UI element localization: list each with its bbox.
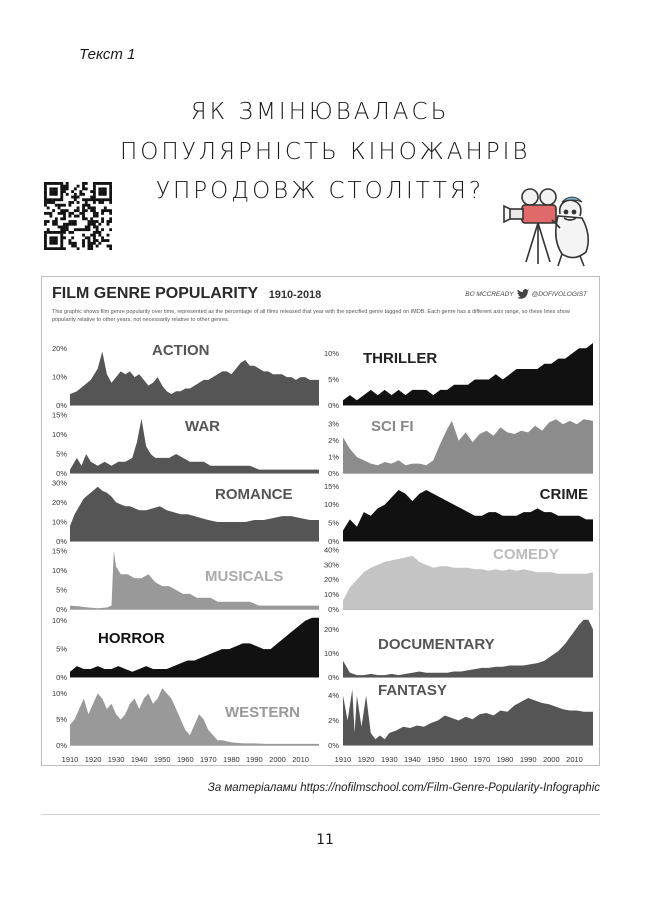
page-number: 11 — [316, 832, 334, 848]
y-tick-label: 10% — [51, 429, 67, 439]
genre-popularity-infographic — [41, 276, 600, 766]
y-tick-label: 0% — [56, 605, 67, 614]
page-title — [120, 93, 531, 212]
y-tick-label: 20% — [323, 575, 339, 585]
title-line: ЯК ЗМІНЮВАЛАСЬ — [190, 99, 450, 125]
genre-label: ROMANCE — [215, 486, 293, 503]
genre-panel-thriller — [324, 343, 593, 410]
y-tick-label: 30% — [51, 478, 67, 488]
footer-divider — [41, 814, 600, 815]
genre-label: COMEDY — [493, 546, 559, 563]
x-tick-label: 1990 — [519, 755, 537, 764]
genre-panel-war — [52, 410, 319, 478]
y-tick-label: 1% — [328, 452, 339, 462]
y-tick-label: 10% — [51, 565, 67, 575]
x-tick-label: 1940 — [404, 755, 421, 764]
y-tick-label: 0% — [328, 605, 339, 614]
chart-description: This graphic shows film genre popularity over time, represented as the percentage of all films released that year with the specified genre tagged on IMDB. Each genre has a different axis range, so these lines show popularity relative to other years, not necessarily relative to other genres. — [52, 309, 570, 323]
y-tick-label: 10% — [323, 590, 339, 600]
genre-label: THRILLER — [363, 350, 438, 367]
x-tick-label: 1950 — [153, 755, 171, 764]
y-tick-label: 15% — [51, 410, 67, 420]
y-tick-label: 20% — [51, 344, 67, 354]
y-tick-label: 10% — [51, 517, 67, 527]
genre-panel-sci-fi — [328, 418, 593, 478]
x-tick-label: 2000 — [269, 755, 286, 764]
y-tick-label: 10% — [51, 372, 67, 382]
genre-panel-horror — [52, 616, 319, 682]
y-tick-label: 30% — [323, 560, 339, 570]
title-line: ПОПУЛЯРНІСТЬ КІНОЖАНРІВ — [120, 138, 531, 165]
genre-label: WESTERN — [225, 704, 300, 721]
series-area — [70, 352, 319, 406]
x-tick-label: 1930 — [380, 755, 398, 764]
genre-panel-documentary — [324, 620, 593, 682]
genre-panel-action — [52, 342, 319, 410]
y-tick-label: 10% — [51, 688, 67, 698]
y-tick-label: 0% — [56, 469, 67, 478]
genre-label: HORROR — [98, 630, 165, 647]
x-tick-label: 1960 — [450, 755, 468, 764]
y-tick-label: 40% — [323, 545, 339, 555]
x-tick-label: 1910 — [61, 755, 79, 764]
y-tick-label: 0% — [56, 401, 67, 410]
genre-panel-comedy — [324, 546, 593, 615]
x-tick-label: 1980 — [496, 755, 514, 764]
y-tick-label: 3% — [328, 419, 339, 429]
genre-label: DOCUMENTARY — [378, 636, 495, 653]
genre-label: ACTION — [152, 342, 210, 359]
x-tick-label: 1950 — [427, 755, 444, 764]
credit-author: BO MCCREADY — [465, 290, 514, 298]
y-tick-label: 0% — [56, 741, 67, 750]
y-tick-label: 5% — [56, 715, 67, 724]
source-citation: За матеріалами https://nofilmschool.com/Film-Genre-Popularity-Infographic — [207, 782, 600, 794]
genre-panel-fantasy — [328, 682, 593, 750]
genre-area-charts — [42, 277, 601, 767]
y-tick-label: 0% — [56, 537, 67, 546]
y-tick-label: 15% — [323, 481, 339, 491]
x-tick-label: 1940 — [130, 755, 148, 764]
chart-title: FILM GENRE POPULARITY — [52, 285, 259, 302]
y-tick-label: 15% — [51, 546, 67, 556]
y-tick-label: 0% — [328, 673, 339, 682]
y-tick-label: 5% — [328, 518, 339, 528]
title-line: УПРОДОВЖ СТОЛІТТЯ? — [155, 178, 485, 205]
credit-handle: @DOFIVOLOGIST — [531, 290, 587, 298]
qr-code-icon[interactable] — [44, 182, 112, 250]
genre-label: FANTASY — [378, 682, 447, 699]
x-tick-label: 2010 — [292, 755, 309, 764]
y-tick-label: 5% — [56, 644, 67, 654]
genre-panel-romance — [52, 478, 319, 546]
genre-label: WAR — [185, 418, 220, 435]
y-tick-label: 10% — [51, 616, 67, 626]
camera-operator-illustration-icon — [500, 184, 596, 268]
x-tick-label: 1920 — [84, 755, 102, 764]
y-tick-label: 5% — [328, 375, 339, 384]
y-tick-label: 5% — [56, 585, 67, 595]
x-tick-label: 1970 — [199, 755, 217, 764]
y-tick-label: 10% — [323, 348, 339, 358]
genre-label: SCI FI — [371, 418, 414, 435]
x-tick-label: 2010 — [566, 755, 583, 764]
series-area — [70, 618, 319, 678]
x-tick-label: 1980 — [223, 755, 240, 764]
genre-label: CRIME — [539, 486, 588, 503]
y-tick-label: 10% — [323, 500, 339, 510]
genre-panel-musicals — [52, 546, 319, 614]
y-tick-label: 2% — [328, 716, 339, 725]
y-tick-label: 10% — [323, 649, 339, 658]
y-tick-label: 0% — [56, 673, 67, 682]
y-tick-label: 5% — [56, 449, 67, 459]
y-tick-label: 20% — [323, 624, 339, 634]
x-tick-label: 1920 — [357, 755, 375, 764]
x-tick-label: 1910 — [334, 755, 352, 764]
y-tick-label: 0% — [328, 537, 339, 546]
page-label: Текст 1 — [79, 46, 136, 63]
y-tick-label: 0% — [328, 469, 339, 478]
x-tick-label: 1960 — [176, 755, 194, 764]
series-area — [343, 556, 593, 610]
y-tick-label: 0% — [328, 741, 339, 750]
x-tick-label: 1930 — [107, 755, 125, 764]
y-tick-label: 0% — [328, 401, 339, 410]
chart-subtitle: 1910-2018 — [268, 289, 322, 301]
x-tick-label: 2000 — [542, 755, 560, 764]
y-tick-label: 4% — [328, 691, 339, 700]
genre-panel-crime — [324, 482, 593, 546]
x-tick-label: 1990 — [246, 755, 263, 764]
x-tick-label: 1970 — [473, 755, 491, 764]
y-tick-label: 2% — [328, 436, 339, 446]
y-tick-label: 20% — [51, 497, 67, 507]
genre-panel-western — [52, 688, 319, 750]
genre-label: MUSICALS — [205, 568, 284, 585]
